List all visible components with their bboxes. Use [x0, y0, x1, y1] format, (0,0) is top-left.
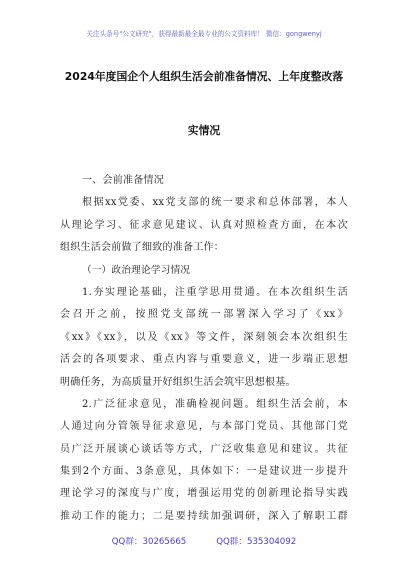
paragraph-line: 推动工作的能力；二是要持续加强调研，深入了解职工群: [60, 510, 348, 522]
paragraph-line: 人通过向分管领导征求意见，与本部门党员、其他部门党: [60, 421, 348, 433]
section-heading: 一、会前准备情况: [82, 175, 164, 186]
footer-qq-group-2: QQ群：535304092: [216, 537, 297, 547]
footer-qq-group-1: QQ群：30265665: [111, 537, 187, 547]
paragraph-line: 1.夯实理论基础，注重学思用贯通。在本次组织生活: [82, 286, 348, 298]
paragraph-line: 2.广泛征求意见，准确检视问题。组织生活会前，本: [82, 398, 348, 410]
document-title-line-1: 2024年度国企个人组织生活会前准备情况、上年度整改落: [64, 70, 344, 83]
paragraph-line: 理论学习的深度与广度，增强运用党的创新理论指导实践: [60, 488, 348, 500]
paragraph-line: 《xx》《xx》，以及《xx》等文件，深刻领会本次组织生: [60, 331, 348, 343]
document-body: [60, 170, 348, 528]
paragraph-line: 集到2个方面、3条意见，具体如下：一是建议进一步提升: [60, 466, 348, 478]
header-banner: 关注头条号"公文研究"，获得最新最全最专业的公文资料库！ 微信：gongwenyj: [86, 30, 322, 38]
paragraph-line: 员广泛开展谈心谈话等方式，广泛收集意见和建议。共征: [60, 443, 348, 455]
footer: [0, 535, 408, 547]
subsection-heading: （一）政治理论学习情况: [82, 264, 191, 276]
paragraph-line: 会召开之前，按照党支部统一部署深入学习了《xx》: [60, 309, 348, 321]
paragraph-line: 活会的各项要求、重点内容与重要意义，进一步端正思想: [60, 354, 348, 366]
paragraph-line: 根据xx党委、xx党支部的统一要求和总体部署，本人: [82, 197, 348, 209]
paragraph-line: 明确任务，为高质量开好组织生活会筑牢思想根基。: [60, 376, 296, 388]
document-title-line-2: 实情况: [187, 124, 221, 137]
paragraph-line: 从理论学习、征求意见建议、认真对照检查方面，在本次: [60, 219, 348, 231]
paragraph-line: 组织生活会前做了细致的准备工作：: [60, 242, 224, 254]
